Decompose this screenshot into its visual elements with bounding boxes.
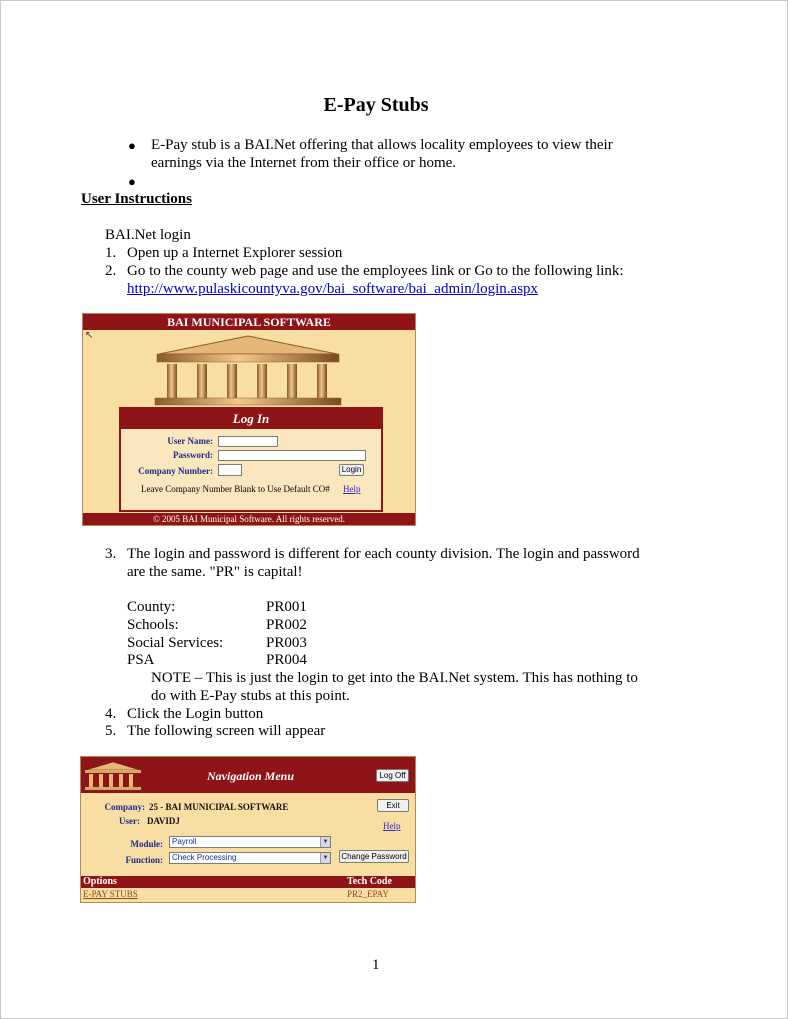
page-number: 1 <box>372 957 380 973</box>
building-logo-icon <box>84 761 142 791</box>
chevron-down-icon: ▼ <box>320 853 330 863</box>
password-input[interactable] <box>218 450 366 461</box>
chevron-down-icon: ▼ <box>320 837 330 847</box>
bullet-dot: ● <box>128 138 136 153</box>
user-name-label: User Name: <box>167 436 213 446</box>
login-footer: © 2005 BAI Municipal Software. All rights reserved. <box>83 513 415 525</box>
note-line-1: NOTE – This is just the login to get into the BAI.Net system. This has nothing to <box>151 670 638 686</box>
note-line-2: do with E-Pay stubs at this point. <box>151 688 350 704</box>
change-password-button[interactable]: Change Password <box>339 850 409 863</box>
options-header: Options <box>83 876 117 887</box>
mouse-cursor-icon: ↖ <box>85 330 94 341</box>
login-url-link[interactable]: http://www.pulaskicountyva.gov/bai_software/bai_admin/login.aspx <box>127 281 539 297</box>
e-pay-stubs-option[interactable]: E-PAY STUBS <box>83 889 138 899</box>
navigation-screenshot <box>80 756 416 903</box>
step-4-text: Click the Login button <box>127 706 264 722</box>
step-3-line-1: The login and password is different for each county division. The login and password <box>127 546 640 562</box>
step-2-number: 2. <box>105 263 117 279</box>
module-label: Module: <box>130 839 163 849</box>
user-name-input[interactable] <box>218 436 278 447</box>
step-1-number: 1. <box>105 245 117 261</box>
login-panel <box>119 407 383 512</box>
company-number-label: Company Number: <box>138 466 213 476</box>
code-psa: PR004 <box>266 652 307 668</box>
code-social-services: PR003 <box>266 635 307 651</box>
e-pay-tech-code: PR2_EPAY <box>347 889 389 899</box>
step-5-number: 5. <box>105 723 117 739</box>
division-county: County: <box>127 599 176 615</box>
step-1-text: Open up a Internet Explorer session <box>127 245 343 261</box>
step-5-text: The following screen will appear <box>127 723 326 739</box>
columns-building-icon <box>153 334 343 406</box>
login-button[interactable]: Login <box>339 464 364 476</box>
intro-line-1: E-Pay stub is a BAI.Net offering that allows locality employees to view their <box>151 137 613 153</box>
code-county: PR001 <box>266 599 307 615</box>
user-label: User: <box>119 816 140 826</box>
nav-help-link[interactable]: Help <box>383 821 401 831</box>
function-select-value: Check Processing <box>172 853 237 862</box>
user-value: DAVIDJ <box>147 816 180 826</box>
function-select[interactable] <box>169 852 331 864</box>
document-title: E-Pay Stubs <box>323 94 429 116</box>
step-3-line-2: are the same. "PR" is capital! <box>127 564 303 580</box>
code-schools: PR002 <box>266 617 307 633</box>
help-link[interactable]: Help <box>343 484 361 494</box>
login-banner: BAI MUNICIPAL SOFTWARE <box>83 314 415 330</box>
step-3-number: 3. <box>105 546 117 562</box>
empty-bullet-dot: ● <box>128 174 136 189</box>
login-heading: BAI.Net login <box>105 227 191 243</box>
nav-header <box>81 757 415 793</box>
intro-line-2: earnings via the Internet from their office or home. <box>151 155 457 171</box>
company-label: Company: <box>104 802 145 812</box>
step-4-number: 4. <box>105 706 117 722</box>
division-schools: Schools: <box>127 617 179 633</box>
division-psa: PSA <box>127 652 155 668</box>
step-2-text: Go to the county web page and use the employees link or Go to the following link: <box>127 263 624 279</box>
nav-title: Navigation Menu <box>207 769 295 783</box>
login-panel-title: Log In <box>121 409 381 429</box>
tech-code-header: Tech Code <box>347 876 392 887</box>
options-header-bar <box>81 876 415 888</box>
login-screenshot <box>82 313 416 526</box>
company-number-input[interactable] <box>218 464 242 476</box>
company-hint: Leave Company Number Blank to Use Default CO# <box>141 484 330 494</box>
function-label: Function: <box>125 855 163 865</box>
exit-button[interactable]: Exit <box>377 799 409 812</box>
company-value: 25 - BAI MUNICIPAL SOFTWARE <box>149 802 289 812</box>
module-select-value: Payroll <box>172 837 197 846</box>
module-select[interactable] <box>169 836 331 848</box>
password-label: Password: <box>173 450 213 460</box>
division-social-services: Social Services: <box>127 635 224 651</box>
section-heading: User Instructions <box>81 191 192 207</box>
log-off-button[interactable]: Log Off <box>376 769 409 782</box>
